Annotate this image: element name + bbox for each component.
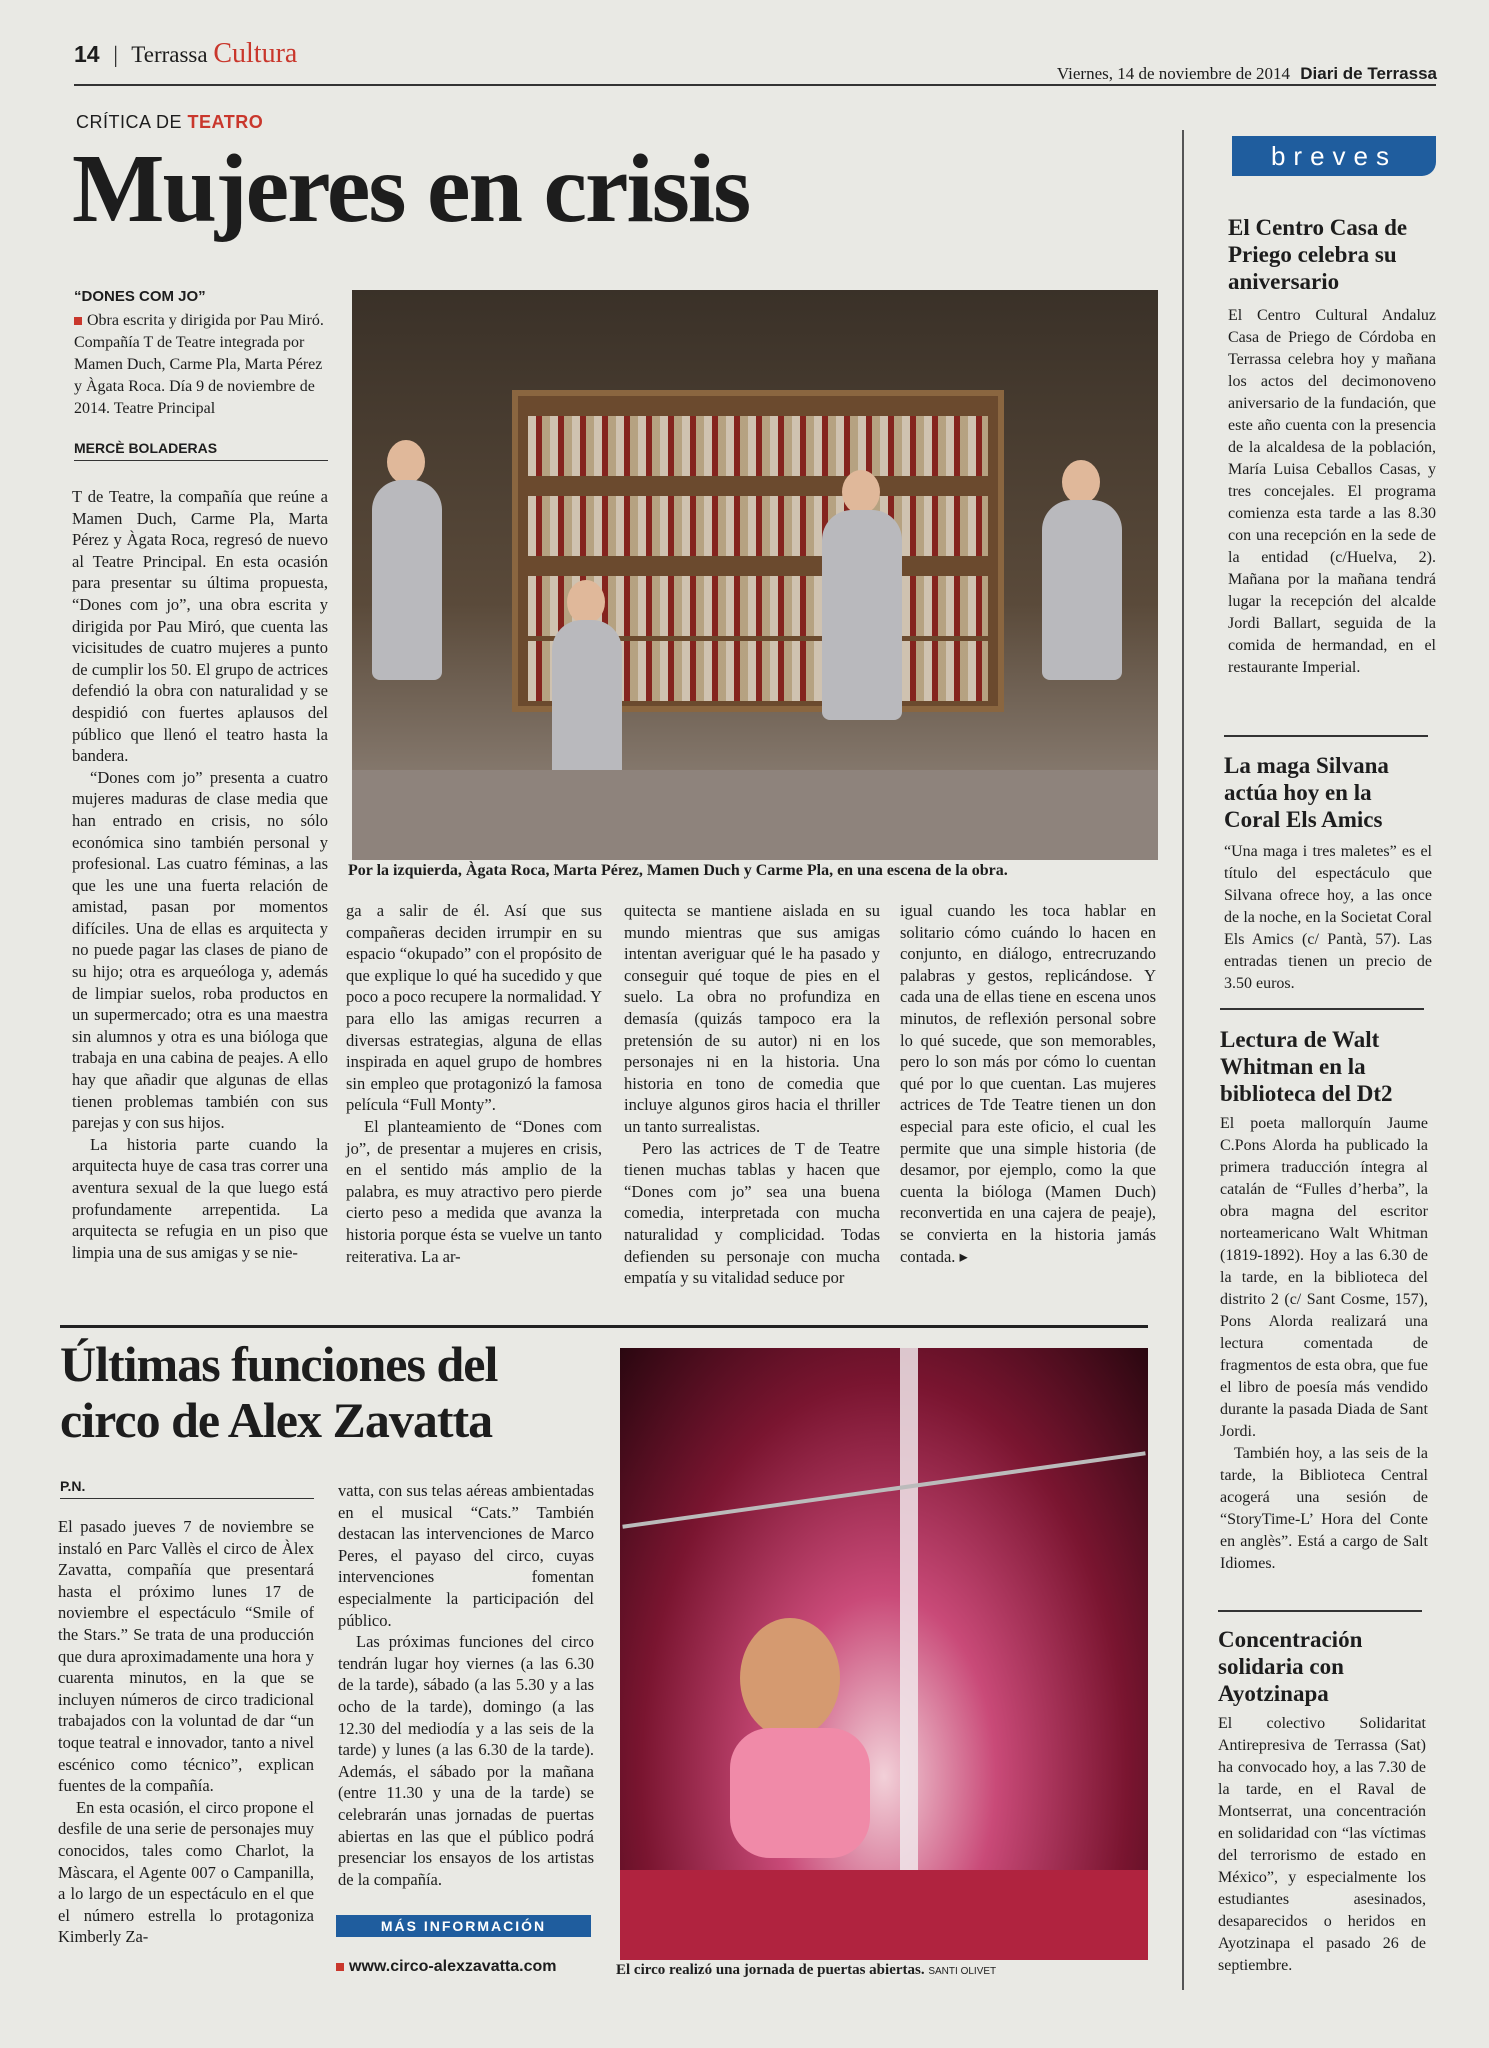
article-kicker [76, 112, 263, 133]
photo-caption: Por la izquierda, Àgata Roca, Marta Pérez, Mamen Duch y Carme Pla, en una escena de la obra. [348, 862, 1008, 879]
brief-body [1220, 1113, 1428, 1575]
brief-title: Concentración solidaria con Ayotzinapa [1218, 1627, 1363, 1706]
section-name: Cultura [213, 38, 298, 69]
paragraph: El Centro Cultural Andaluz Casa de Priego de Córdoba en Terrassa celebra hoy y mañana los actos del decimonoveno aniversario de la fundación, que este año cuenta con la presencia de la alcaldesa de la población, María Luisa Ceballos Casas, y tres concejales. El programa comienza esta tarde a las 8.30 con una recepción en la sede de la entidad (c/Huelva, 2). Mañana por la mañana tendrá lugar la recepción del alcalde Jordi Ballart, seguida de la comida de hermandad, en el restaurante Imperial. [1228, 307, 1436, 676]
paragraph: quitecta se mantiene aislada en su mundo mientras que sus amigas intentan averiguar qué le ha pasado y conseguir qué toque de pies en el suelo. La obra no profundiza en demasía (quizás tampoco era la pretensión de su autor) ni en los personajes ni en la historia. Una historia en tono de comedia que incluye algunos giros hacia el thriller un tanto surrealistas. [624, 901, 880, 1136]
more-info-banner: MÁS INFORMACIÓN [336, 1915, 591, 1937]
brief-title: El Centro Casa de Priego celebra su aniversario [1228, 215, 1408, 294]
circus-column-1 [58, 1516, 314, 1948]
issue-date: Viernes, 14 de noviembre de 2014 [1056, 64, 1291, 83]
circus-photo [620, 1348, 1148, 1960]
breves-label: breves [1232, 136, 1436, 176]
brief-item [1220, 1026, 1428, 1575]
article-headline: Mujeres en crisis [72, 135, 750, 243]
circus-byline: P.N. [60, 1478, 314, 1499]
paper-name: Terrassa [131, 42, 208, 67]
dateline [1057, 64, 1437, 84]
brief-item [1224, 752, 1432, 995]
circus-headline [60, 1336, 497, 1448]
article-divider [60, 1325, 1148, 1328]
paragraph: El colectivo Solidaritat Antirepresiva de Terrassa (Sat) ha convocado hoy, a las 7.30 de la tarde, en el Raval de Montserrat, una concentración en solidaridad con “las víctimas del terrorismo de estado en México”, y especialmente los estudiantes asesinados, desaparecidos o heridos en Ayotzinapa el pasado 26 de septiembre. [1218, 1715, 1426, 1974]
brief-divider [1220, 1008, 1424, 1010]
paragraph: El planteamiento de “Dones com jo”, de presentar a mujeres en crisis, en el sentido más amplio de la palabra, es muy atractivo pero pierde cierto peso a medida que avanza la historia porque ésta se vuelve un tanto reiterativa. La ar- [346, 1116, 602, 1266]
url-text: www.circo-alexzavatta.com [349, 1958, 557, 1975]
paragraph: T de Teatre, la compañía que reúne a Mamen Duch, Carme Pla, Marta Pérez y Àgata Roca, regresó de nuevo al Teatre Principal. En esta ocasión para presentar su última propuesta, “Dones com jo”, una obra escrita y dirigida por Pau Miró, que cuenta las vicisitudes de cuatro mujeres a punto de cumplir los 50. El grupo de actrices defendió la obra con naturalidad y se despidió con fuertes aplausos del público que llenó el teatro hasta la bandera. [72, 487, 328, 766]
kicker-accent: TEATRO [187, 112, 264, 132]
paragraph: La historia parte cuando la arquitecta huye de casa tras correr una aventura sexual de la que luego está profundamente arrepentida. La arquitecta se refugia en un piso que limpia una de sus amigas y se nie- [72, 1134, 328, 1262]
paragraph: ga a salir de él. Así que sus compañeras deciden irrumpir en su espacio “okupado” con el propósito de que explique lo qué ha sucedido y que poco a poco recupere la normalidad. Y para ello las amigas recurren a diversas estrategias, alguna de ellas inspirada en aquel grupo de hombres sin empleo que protagonizó la famosa película “Full Monty”. [346, 901, 602, 1115]
bullet-square-icon [74, 317, 82, 325]
paragraph: El pasado jueves 7 de noviembre se instaló en Parc Vallès el circo de Àlex Zavatta, compañía que presentará hasta el próximo lunes 17 de noviembre el espectáculo “Smile of the Stars.” Se trata de una producción que dura aproximadamente una hora y cuarenta minutos, en la que se incluyen números de circo tradicional trabajados con la voluntad de dar “un toque teatral e innovador, tanto a nivel escénico como técnico”, explican fuentes de la compañía. [58, 1517, 314, 1796]
page-folio: 14 | Terrassa Cultura [74, 38, 298, 69]
theatre-photo [352, 290, 1158, 860]
brief-item [1228, 214, 1436, 679]
photo-credit: SANTI OLIVET [928, 1966, 997, 1977]
headline-line: Últimas funciones del [60, 1336, 498, 1392]
credits-box [74, 286, 330, 420]
page-number: 14 [74, 41, 100, 67]
kicker-prefix: CRÍTICA DE [76, 112, 183, 132]
article-column-3 [624, 900, 880, 1289]
paragraph: “Dones com jo” presenta a cuatro mujeres maduras de clase media que han entrado en crisis, no sólo económica sino también personal y profesional. Las cuatro féminas, a las que les une una fuerta relación de amistad, pasan por momentos difíciles. Una de ellas es arquitecta y no puede pagar las clases de piano de su hijo; otra es arqueóloga y, además de limpiar suelos, roba productos en un supermercado; otra es una maestra sin alumnos y otra es una bióloga que trabaja en una cabina de peajes. A ello hay que añadir que algunas de ellas tienen problemas también con sus parejas y con sus hijos. [72, 767, 328, 1133]
paragraph: “Una maga i tres maletes” es el título del espectáculo que Silvana ofrece hoy, a las once de la noche, en la Societat Coral Els Amics (c/ Pantà, 57). Las entradas tienen un precio de 3.50 euros. [1224, 843, 1432, 992]
paper-name-right: Diari de Terrassa [1300, 64, 1437, 83]
credits-text: Obra escrita y dirigida por Pau Miró. Compañía T de Teatre integrada por Mamen Duch, Carme Pla, Marta Pérez y Àgata Roca. Día 9 de noviembre de 2014. Teatre Principal [74, 312, 324, 417]
article-byline: MERCÈ BOLADERAS [74, 440, 328, 461]
article-column-1 [72, 486, 328, 1263]
brief-title: La maga Silvana actúa hoy en la Coral Els Amics [1224, 753, 1389, 832]
bullet-square-icon [336, 1963, 344, 1971]
brief-body [1224, 841, 1432, 995]
brief-body [1218, 1713, 1426, 1977]
article-column-2 [346, 900, 602, 1267]
credits-title: “DONES COM JO” [74, 288, 206, 305]
headline-line: circo de Alex Zavatta [60, 1392, 493, 1448]
paragraph: También hoy, a las seis de la tarde, la Biblioteca Central acogerá una sesión de “StoryTime-L’ Hora del Conte en anglès”. Está a cargo de Salt Idiomes. [1220, 1445, 1428, 1572]
brief-divider [1224, 735, 1428, 737]
brief-item [1218, 1626, 1426, 1977]
paragraph: Pero las actrices de T de Teatre tienen muchas tablas y hacen que “Dones com jo” sea una buena comedia, interpretada con mucha naturalidad y complicidad. Todas defienden su personaje con mucha empatía y su vitalidad seduce por [624, 1138, 880, 1288]
brief-body [1228, 305, 1436, 679]
sidebar-divider [1182, 130, 1184, 1990]
paragraph: En esta ocasión, el circo propone el desfile de una serie de personajes muy conocidos, tales como Charlot, la Màscara, el Agente 007 o Campanilla, a lo largo de un espectáculo en el que el número estrella lo protagoniza Kimberly Za- [58, 1797, 314, 1947]
paragraph: igual cuando les toca hablar en solitario cómo cuándo lo hacen en conjunto, en diálogo, entrecruzando palabras y gestos, replicándose. Y cada una de ellas tiene en escena unos minutos, de reflexión personal sobre lo qué sucede, que son memorables, pero lo son más por cómo lo cuentan qué por lo que cuentan. Las mujeres actrices de Tde Teatre tienen un don especial para este oficio, el cual les permite que una simple historia (de desamor, por ejemplo, como la que cuenta la bióloga (Mamen Duch) reconvertida en una cajera de peaje), se convierta en la historia jamás contada. ▸ [900, 901, 1156, 1266]
paragraph: vatta, con sus telas aéreas ambientadas en el musical “Cats.” También destacan las intervenciones de Marco Peres, el payaso del circo, cuyas intervenciones fomentan especialmente la participación del público. [338, 1481, 594, 1630]
paragraph: Las próximas funciones del circo tendrán lugar hoy viernes (a las 6.30 de la tarde), sábado (a las 5.30 y a las ocho de la tarde), domingo (a las 12.30 del mediodía y a las seis de la tarde) y lunes (a las 6.30 de la tarde). Además, el sábado por la mañana (entre 11.30 y una de la tarde) se celebrarán unas jornadas de puertas abiertas en las que el público podrá presenciar los ensayos de los artistas de la compañía. [338, 1632, 594, 1889]
circus-column-2 [338, 1480, 594, 1890]
caption-text: El circo realizó una jornada de puertas abiertas. [616, 1962, 925, 1978]
paragraph: El poeta mallorquín Jaume C.Pons Alorda ha publicado la primera traducción íntegra al catalán de “Fulles d’herba”, la obra magna del escritor norteamericano Walt Whitman (1819-1892). Hoy a las 6.30 de la tarde, en la biblioteca del distrito 2 (c/ Sant Cosme, 157), Pons Alorda realizará una lectura comentada de fragmentos de esta obra, que fue el libro de poesía más vendido durante la pasada Diada de Sant Jordi. [1220, 1115, 1428, 1440]
circus-photo-caption [616, 1962, 996, 1979]
article-column-4 [900, 900, 1156, 1267]
circus-website-link[interactable] [336, 1958, 557, 1976]
brief-title: Lectura de Walt Whitman en la biblioteca del Dt2 [1220, 1027, 1393, 1106]
header-rule [74, 84, 1436, 86]
brief-divider [1218, 1610, 1422, 1612]
